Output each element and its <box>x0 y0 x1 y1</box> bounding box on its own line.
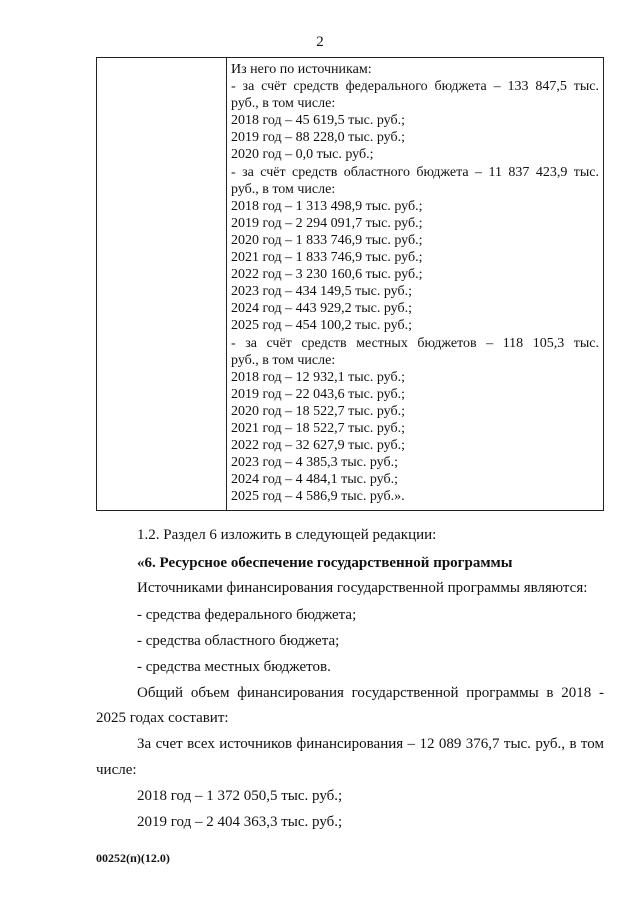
table-line: руб., в том числе: <box>231 181 336 197</box>
table-line: 2020 год – 0,0 тыс. руб.; <box>231 147 374 163</box>
table-line: 2024 год – 443 929,2 тыс. руб.; <box>231 301 412 317</box>
source-federal: - средства федерального бюджета; <box>137 607 357 623</box>
table-line: - за счёт средств федерального бюджета – 133 847,5 тыс. <box>231 79 599 95</box>
funding-table <box>96 57 604 511</box>
source-local: - средства местных бюджетов. <box>137 659 331 675</box>
table-line: 2019 год – 88 228,0 тыс. руб.; <box>231 130 405 146</box>
table-line: 2021 год – 1 833 746,9 тыс. руб.; <box>231 250 423 266</box>
table-line: руб., в том числе: <box>231 96 336 112</box>
table-line: 2023 год – 4 385,3 тыс. руб.; <box>231 455 398 471</box>
table-line: Из него по источникам: <box>231 62 372 77</box>
table-line: 2018 год – 45 619,5 тыс. руб.; <box>231 113 405 129</box>
table-line: 2018 год – 12 932,1 тыс. руб.; <box>231 369 405 385</box>
total-funding-line-cont: 2025 годах составит: <box>96 710 229 726</box>
table-line: 2019 год – 2 294 091,7 тыс. руб.; <box>231 215 423 231</box>
all-sources-line: За счет всех источников финансирования – 12 089 376,7 тыс. руб., в том <box>137 736 604 752</box>
table-line: - за счёт средств местных бюджетов – 118 105,3 тыс. <box>231 335 599 351</box>
sources-intro: Источниками финансирования государственной программы являются: <box>137 580 588 596</box>
table-line: 2022 год – 32 627,9 тыс. руб.; <box>231 438 405 454</box>
table-line: руб., в том числе: <box>231 352 336 368</box>
table-line: 2018 год – 1 313 498,9 тыс. руб.; <box>231 198 423 214</box>
table-line: 2025 год – 454 100,2 тыс. руб.; <box>231 318 412 334</box>
table-line: 2020 год – 18 522,7 тыс. руб.; <box>231 403 405 419</box>
table-line: 2022 год – 3 230 160,6 тыс. руб.; <box>231 267 423 283</box>
table-line: 2020 год – 1 833 746,9 тыс. руб.; <box>231 232 423 248</box>
table-line: 2021 год – 18 522,7 тыс. руб.; <box>231 420 405 436</box>
table-line: 2019 год – 22 043,6 тыс. руб.; <box>231 386 405 402</box>
source-regional: - средства областного бюджета; <box>137 633 340 649</box>
all-sources-line-cont: числе: <box>96 762 137 778</box>
table-line: 2025 год – 4 586,9 тыс. руб.». <box>231 489 405 505</box>
year-2019-total: 2019 год – 2 404 363,3 тыс. руб.; <box>137 814 343 830</box>
amendment-item: 1.2. Раздел 6 изложить в следующей редакции: <box>137 527 437 543</box>
page-number: 2 <box>316 34 324 50</box>
section-title: «6. Ресурсное обеспечение государственной программы <box>137 555 513 571</box>
table-column-divider <box>226 58 227 510</box>
table-line: 2024 год – 4 484,1 тыс. руб.; <box>231 472 398 488</box>
table-line: - за счёт средств областного бюджета – 11 837 423,9 тыс. <box>231 164 599 180</box>
table-line: 2023 год – 434 149,5 тыс. руб.; <box>231 284 412 300</box>
total-funding-line: Общий объем финансирования государственной программы в 2018 - <box>137 685 604 701</box>
year-2018-total: 2018 год – 1 372 050,5 тыс. руб.; <box>137 788 343 804</box>
table-cell-funding-details <box>231 61 599 505</box>
document-code: 00252(п)(12.0) <box>96 851 170 865</box>
